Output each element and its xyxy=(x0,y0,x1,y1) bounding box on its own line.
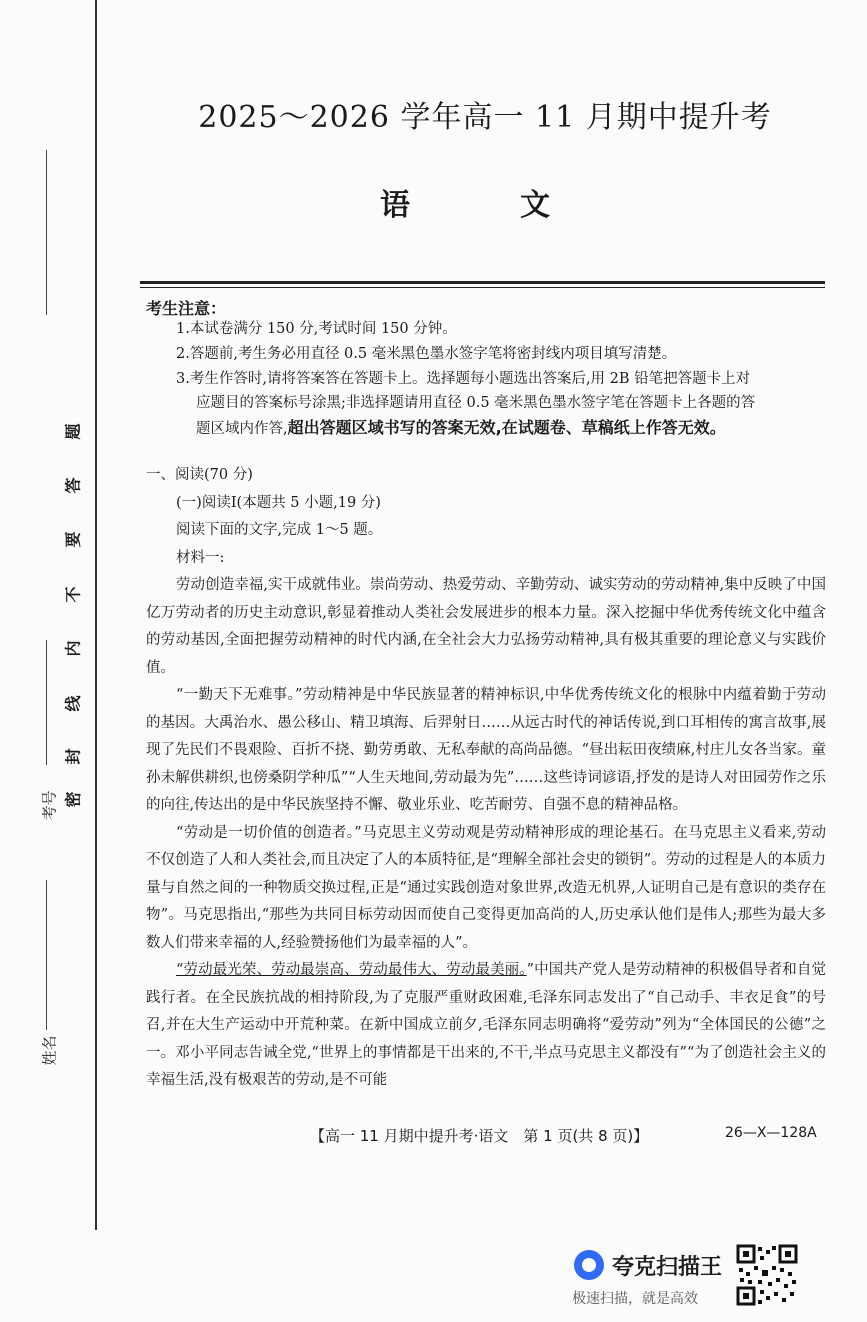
underlined-quote: “劳动最光荣、劳动最崇高、劳动最伟大、劳动最美丽。 xyxy=(176,962,527,978)
seal-char-1: 密 xyxy=(63,791,83,808)
paragraph-4-rest: ”中国共产党人是劳动精神的积极倡导者和自觉践行者。在全民族抗战的相持阶段,为了克服严重财政困难,毛泽东同志发出了“自己动手、丰衣足食”的号召,并在大生产运动中开荒种菜。在新中国成立前夕,毛泽东同志明确将“爱劳动”列为“全体国民的公德”之一。邓小平同志告诫全党,“世界上的事情都是干出来的,不干,半点马克思主义都没有”“为了创造社会主义的幸福生活,没有极艰苦的劳动,是不可能 xyxy=(146,962,826,1088)
label-name: 姓名 xyxy=(40,1035,59,1066)
paragraph-3: “劳动是一切价值的创造者。”马克思主义劳动观是劳动精神形成的理论基石。在马克思主义看来,劳动不仅创造了人和人类社会,而且决定了人的本质特征,是“理解全部社会史的锁钥”。劳动的过程是人的本质力量与自然之间的一种物质交换过程,正是“通过实践创造对象世界,改造无机界,人证明自己是有意识的类存在物”。马克思指出,“那些为共同目标劳动因而使自己变得更加高尚的人,历史承认他们是伟人;那些为最大多数人们带来幸福的人,经验赞扬他们为最幸福的人”。 xyxy=(146,824,826,951)
side-rule-top xyxy=(46,150,47,315)
notice-item-3-cont: 应题目的答案标号涂黑;非选择题请用直径 0.5 毫米黑色墨水签字笔在答题卡上各题的答 xyxy=(196,395,756,411)
sub-section-heading: (一)阅读Ⅰ(本题共 5 小题,19 分) xyxy=(176,494,381,511)
label-number: 考号 xyxy=(40,790,59,821)
paragraph-4 xyxy=(146,957,826,1095)
notice-item-3-tail: 题区域内作答, xyxy=(196,421,288,437)
section-heading: 一、阅读(70 分) xyxy=(146,467,253,483)
paragraph-2: “一勤天下无难事。”劳动精神是中华民族显著的精神标识,中华优秀传统文化的根脉中内蕴着勤于劳动的基因。大禹治水、愚公移山、精卫填海、后羿射日……从远古时代的神话传说,到口耳相传的寓言故事,展现了先民们不畏艰险、百折不挠、勤劳勇敢、无私奉献的高尚品德。“昼出耘田夜绩麻,村庄儿女各当家。童孙未解供耕织,也傍桑阴学种瓜”“人生天地间,劳动最为先”……这些诗词谚语,抒发的是诗人对田园劳作之乐的向往,传达出的是中华民族坚持不懈、敬业乐业、吃苦耐劳、自强不息的精神品格。 xyxy=(146,687,826,813)
notice-item-3: 3.考生作答时,请将答案答在答题卡上。选择题每小题选出答案后,用 2B 铅笔把答题卡上对 xyxy=(176,371,751,387)
notice-bold-warning: 超出答题区域书写的答案无效,在试题卷、草稿纸上作答无效。 xyxy=(287,418,726,437)
seal-char-4: 内 xyxy=(63,640,83,657)
seal-char-2: 封 xyxy=(63,748,83,765)
seal-char-6: 要 xyxy=(63,531,83,548)
reading-section xyxy=(146,462,826,1095)
header-rule-thick xyxy=(140,281,825,284)
footer-page-info: 【高一 11 月期中提升考·语文 第 1 页(共 8 页)】 xyxy=(310,1127,649,1145)
scanner-logo-icon xyxy=(574,1250,604,1280)
material-label: 材料一: xyxy=(176,549,225,566)
paragraph-1: 劳动创造幸福,实干成就伟业。崇尚劳动、热爱劳动、辛勤劳动、诚实劳动的劳动精神,集中反映了中国亿万劳动者的历史主动意识,彰显着推动人类社会发展进步的根本力量。深入挖掘中华优秀传统文化中蕴含的劳动基因,全面把握劳动精神的时代内涵,在全社会大力弘扬劳动精神,具有极其重要的理论意义与实践价值。 xyxy=(146,577,826,676)
scanner-name: 夸克扫描王 xyxy=(612,1255,723,1280)
subject-title: 语 文 xyxy=(380,188,590,223)
scanner-slogan: 极速扫描，就是高效 xyxy=(572,1291,698,1307)
seal-char-5: 不 xyxy=(63,586,83,603)
notice-item-1: 1.本试卷满分 150 分,考试时间 150 分钟。 xyxy=(176,321,457,337)
seal-char-7: 答 xyxy=(63,477,83,494)
notice-heading: 考生注意： xyxy=(146,299,227,318)
exam-title: 2025～2026 学年高一 11 月期中提升考 xyxy=(198,100,772,135)
header-rule-thin xyxy=(140,287,825,288)
seal-char-8: 题 xyxy=(63,423,83,440)
side-rule-mid xyxy=(46,640,47,765)
notice-item-2: 2.答题前,考生务必用直径 0.5 毫米黑色墨水签字笔将密封线内项目填写清楚。 xyxy=(176,346,677,362)
seal-char-3: 线 xyxy=(63,695,83,712)
qr-code-icon xyxy=(736,1244,798,1306)
footer-paper-code: 26—X—128A xyxy=(725,1125,817,1141)
side-rule-bottom xyxy=(46,880,47,1030)
binding-line xyxy=(95,0,97,1230)
reading-instruction: 阅读下面的文字,完成 1～5 题。 xyxy=(176,522,383,538)
notice-item-3-last xyxy=(196,415,826,442)
